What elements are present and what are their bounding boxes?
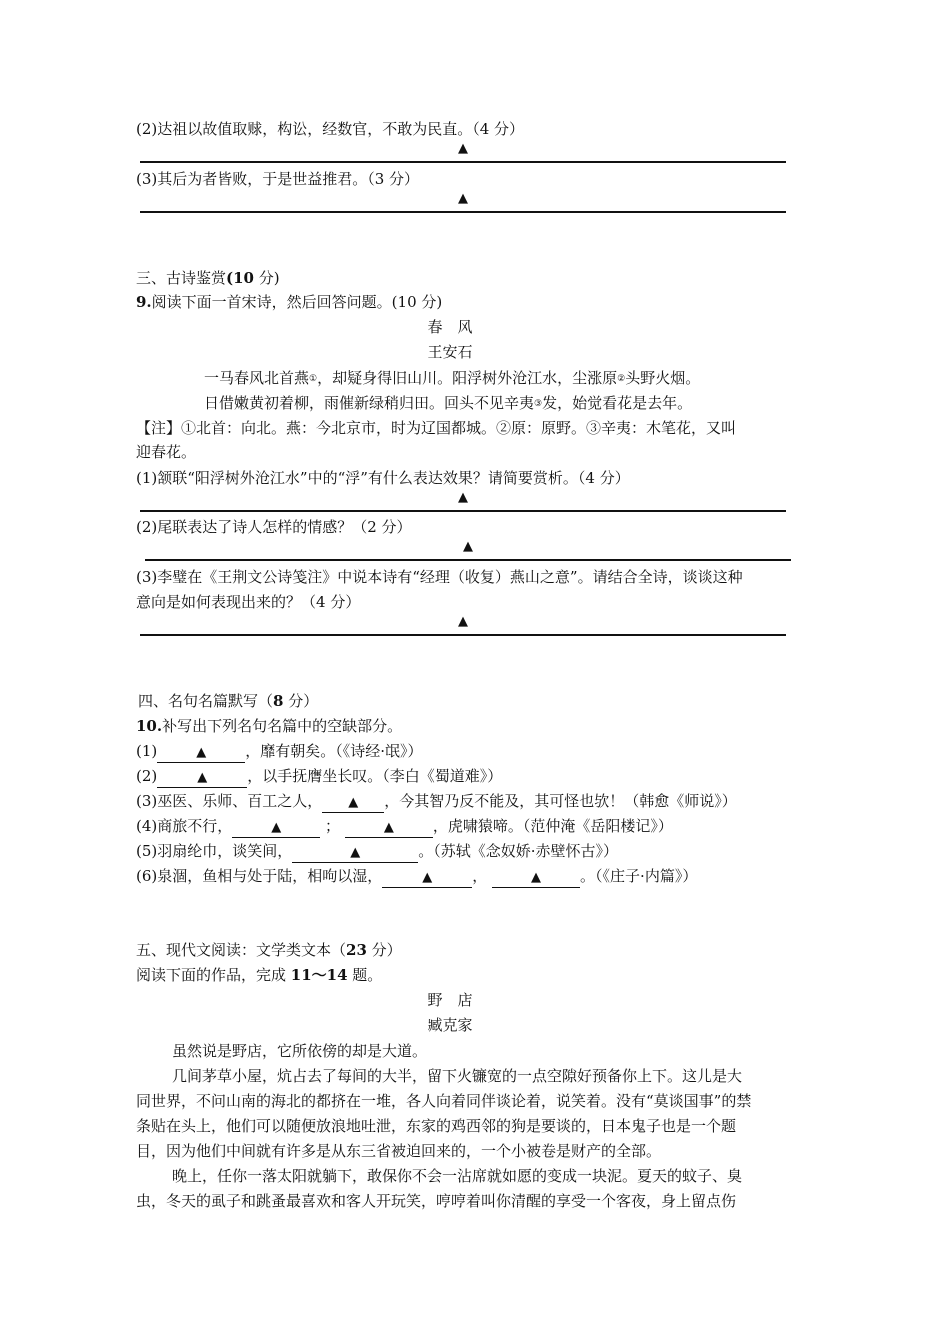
question-10: 10.补写出下列名句名篇中的空缺部分。 [136,717,403,735]
answer-mark: ▲ [458,614,468,629]
q9-sub1: (1)颔联“阳浮树外沧江水”中的“浮”有什么表达效果？请简要赏析。（4 分） [136,469,630,487]
answer-mark: ▲ [458,490,468,505]
fill-blank[interactable]: ▲ [322,794,384,813]
story-paragraph-1: 虽然说是野店，它所依傍的却是大道。 [172,1042,428,1060]
fill-blank[interactable]: ▲ [492,869,580,888]
q9-sub3: (3)李璧在《王荆文公诗笺注》中说本诗有“经理（收复）燕山之意”。请结合全诗，谈谈这种 [136,568,743,586]
poem-note: 【注】①北首：向北。燕：今北京市，时为辽国都城。②原：原野。③辛夷：木笔花，又叫 [136,419,737,437]
story-author: 臧克家 [427,1016,473,1034]
story-paragraph-3: 晚上，任你一落太阳就躺下，敢保你不会一沾席就如愿的变成一块泥。夏天的蚊子、臭 [172,1167,743,1185]
fill-blank[interactable]: ▲ [232,819,320,838]
section-5-intro: 阅读下面的作品，完成 11～14 题。 [136,966,383,984]
poem-author: 王安石 [427,343,473,361]
story-title: 野 店 [427,991,473,1009]
q9-sub2: (2)尾联表达了诗人怎样的情感？（2 分） [136,518,412,536]
poem-title: 春 风 [427,318,473,336]
story-paragraph-3-line: 虫，冬天的虱子和跳蚤最喜欢和客人开玩笑，哼哼着叫你清醒的享受一个客夜，身上留点伤 [136,1192,737,1210]
question-9: 9.阅读下面一首宋诗，然后回答问题。(10 分) [136,293,443,311]
section-5-title: 五、现代文阅读：文学类文本（23 分） [136,941,402,959]
poem-line-1: 一马春风北首燕①，却疑身得旧山川。阳浮树外沧江水，尘涨原②头野火烟。 [204,369,701,387]
answer-line[interactable] [140,614,786,636]
q8-sub3: (3)其后为者皆败，于是世益推君。（3 分） [136,170,420,188]
poem-note-cont: 迎春花。 [136,443,197,461]
section-3-title: 三、古诗鉴赏(10 分) [136,269,280,287]
dictation-4: (4)商旅不行， ▲ ； ▲ ，虎啸猿啼。（范仲淹《岳阳楼记》） [136,814,673,838]
fill-blank[interactable]: ▲ [345,819,433,838]
dictation-2: (2) ▲ ，以手抚膺坐长叹。（李白《蜀道难》） [136,764,502,788]
story-paragraph-2: 几间茅草小屋，炕占去了每间的大半，留下火镰宽的一点空隙好预备你上下。这儿是大 [172,1067,743,1085]
answer-line[interactable] [145,539,791,561]
poem-line-2: 日借嫩黄初着柳，雨催新绿稍归田。回头不见辛夷③发，始觉看花是去年。 [204,394,693,412]
answer-mark: ▲ [463,539,473,554]
dictation-1: (1) ▲ ，靡有朝矣。（《诗经·氓》） [136,739,423,763]
fill-blank[interactable]: ▲ [382,869,472,888]
fill-blank[interactable]: ▲ [157,744,245,763]
answer-line[interactable] [140,490,786,512]
q8-sub2: (2)达祖以故值取赇，构讼，经数官，不敢为民直。（4 分） [136,120,525,138]
q9-sub3-cont: 意向是如何表现出来的？（4 分） [136,593,361,611]
story-paragraph-2-line: 同世界，不问山南的海北的都挤在一堆，各人向着同伴谈论着，说笑着。没有“莫谈国事”的禁 [136,1092,752,1110]
dictation-3: (3)巫医、乐师、百工之人， ▲ ，今其智乃反不能及，其可怪也欤！（韩愈《师说》） [136,789,737,813]
section-4-title: 四、名句名篇默写（8 分） [138,692,319,710]
story-paragraph-2-line: 条贴在头上，他们可以随便放浪地吐泄，东家的鸡西邻的狗是要谈的，日本鬼子也是一个题 [136,1117,737,1135]
dictation-6: (6)泉涸，鱼相与处于陆，相呴以湿， ▲ ， ▲ 。（《庄子·内篇》） [136,864,697,888]
fill-blank[interactable]: ▲ [292,844,418,863]
answer-mark: ▲ [458,191,468,206]
dictation-5: (5)羽扇纶巾，谈笑间， ▲ 。（苏轼《念奴娇·赤壁怀古》） [136,839,618,863]
fill-blank[interactable]: ▲ [157,769,247,788]
answer-line[interactable] [140,141,786,163]
answer-line[interactable] [140,191,786,213]
answer-mark: ▲ [458,141,468,156]
story-paragraph-2-line: 目，因为他们中间就有许多是从东三省被迫回来的，一个小被卷是财产的全部。 [136,1142,662,1160]
